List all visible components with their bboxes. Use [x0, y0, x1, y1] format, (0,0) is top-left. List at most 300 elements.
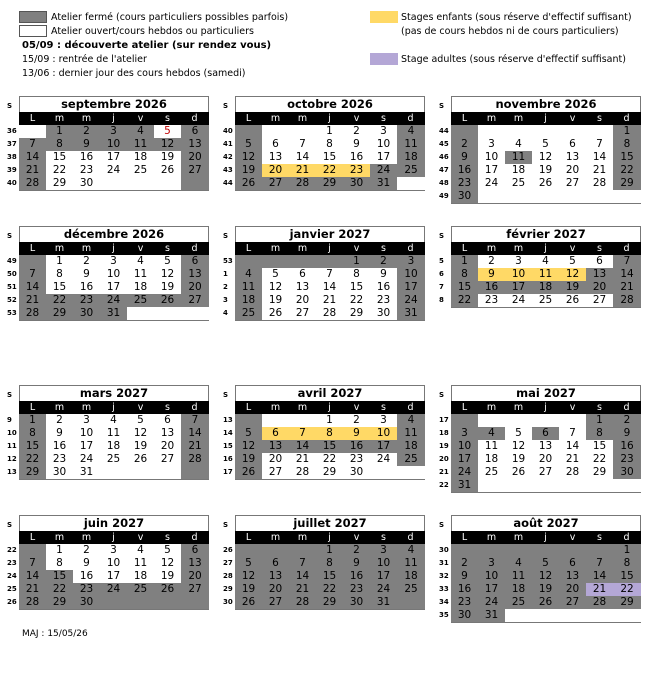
day-cell: 16: [343, 570, 370, 583]
day-cell: 7: [181, 414, 209, 427]
day-cell: [451, 414, 478, 427]
day-cell: [100, 466, 127, 479]
day-cell: [289, 544, 316, 557]
day-cell: [289, 125, 316, 138]
legend-open-swatch: [19, 25, 47, 37]
day-cell: 11: [127, 268, 154, 281]
day-cell: 1: [46, 255, 73, 268]
day-cell: 29: [46, 307, 73, 320]
day-cell: 7: [316, 268, 343, 281]
day-cell: 27: [154, 453, 181, 466]
day-cell: 21: [586, 164, 613, 177]
day-cell: 3: [505, 255, 532, 268]
day-cell: 13: [181, 268, 209, 281]
day-cell: [181, 177, 209, 190]
week-number: 39: [7, 166, 17, 174]
day-cell: 4: [397, 414, 425, 427]
day-cell: 4: [505, 138, 532, 151]
weekday-label: d: [191, 402, 198, 413]
day-cell: 20: [559, 164, 586, 177]
weekday-label: L: [461, 532, 468, 543]
month-title: juillet 2027: [293, 516, 367, 530]
day-cell: [505, 414, 532, 427]
day-cell: 21: [289, 453, 316, 466]
update-date: MAJ : 15/05/26: [22, 629, 88, 639]
day-cell: 13: [559, 570, 586, 583]
week-column-label: S: [223, 391, 229, 399]
day-cell: 7: [19, 268, 46, 281]
day-cell: 21: [181, 440, 209, 453]
day-cell: 26: [532, 177, 559, 190]
day-cell: [289, 255, 316, 268]
day-cell: 16: [451, 583, 478, 596]
week-column-label: S: [223, 102, 229, 110]
weekday-label: m: [513, 532, 524, 543]
day-cell: 19: [235, 453, 262, 466]
day-cell: 22: [46, 294, 73, 307]
day-cell: [154, 466, 181, 479]
day-cell: 8: [46, 268, 73, 281]
day-cell: 9: [613, 427, 641, 440]
weekday-header: [451, 401, 641, 414]
day-cell: 27: [559, 596, 586, 609]
month-title: octobre 2026: [287, 97, 373, 111]
day-cell: 19: [262, 294, 289, 307]
day-cell: 4: [235, 268, 262, 281]
weekday-label: v: [353, 243, 360, 254]
day-cell: 13: [262, 151, 289, 164]
day-cell: 4: [397, 125, 425, 138]
day-cell: 15: [46, 570, 73, 583]
month-calendar: [19, 96, 209, 191]
week-number: 49: [439, 192, 449, 200]
weekday-label: v: [569, 532, 576, 543]
weekday-label: m: [486, 402, 497, 413]
weekday-header: [451, 531, 641, 544]
day-cell: 20: [262, 453, 289, 466]
day-cell: 17: [370, 151, 397, 164]
day-cell: 3: [100, 544, 127, 557]
day-cell: 8: [586, 427, 613, 440]
day-cell: [586, 479, 613, 492]
month-calendar: [235, 515, 425, 610]
weekday-label: d: [623, 113, 630, 124]
week-number: 32: [439, 572, 449, 580]
day-cell: 2: [73, 544, 100, 557]
day-cell: 28: [289, 466, 316, 479]
day-cell: 28: [289, 596, 316, 609]
day-cell: 17: [451, 453, 478, 466]
day-cell: [559, 414, 586, 427]
day-cell: 11: [397, 557, 425, 570]
day-cell: 1: [46, 544, 73, 557]
day-cell: 7: [19, 557, 46, 570]
weekday-label: s: [597, 113, 602, 124]
weekday-label: m: [297, 113, 308, 124]
day-cell: 12: [532, 151, 559, 164]
day-cell: 10: [505, 268, 532, 281]
day-cell: 15: [46, 151, 73, 164]
day-cell: 6: [586, 255, 613, 268]
day-cell: 17: [73, 440, 100, 453]
day-cell: 25: [127, 583, 154, 596]
day-cell: 23: [343, 583, 370, 596]
day-cell: 2: [343, 414, 370, 427]
day-cell: 22: [46, 583, 73, 596]
day-cell: 20: [262, 164, 289, 177]
weekday-label: s: [597, 402, 602, 413]
day-cell: [532, 544, 559, 557]
day-cell: 14: [613, 268, 641, 281]
legend-closed-label: Atelier fermé (cours particuliers possibles parfois): [51, 12, 289, 23]
day-cell: 27: [586, 294, 613, 307]
weekday-header: [235, 401, 425, 414]
day-cell: 5: [532, 557, 559, 570]
day-cell: 12: [235, 570, 262, 583]
day-cell: 20: [181, 151, 209, 164]
day-cell: 9: [73, 138, 100, 151]
day-cell: 2: [451, 557, 478, 570]
day-cell: 16: [73, 281, 100, 294]
day-cell: 18: [505, 164, 532, 177]
day-cell: 10: [370, 557, 397, 570]
day-cell: 26: [154, 294, 181, 307]
day-cell: 17: [370, 440, 397, 453]
day-cell: 14: [289, 151, 316, 164]
day-cell: 6: [181, 544, 209, 557]
day-cell: 14: [586, 570, 613, 583]
weekday-label: d: [407, 243, 414, 254]
weekday-header: [19, 531, 209, 544]
note-discovery: 05/09 : découverte atelier (sur rendez vous): [22, 40, 272, 51]
day-cell: 5: [532, 138, 559, 151]
day-cell: 22: [316, 583, 343, 596]
weekday-label: L: [29, 113, 36, 124]
weekday-header: [451, 242, 641, 255]
day-cell: 4: [478, 427, 505, 440]
month-title: août 2027: [513, 516, 579, 530]
day-cell: 9: [73, 557, 100, 570]
day-cell: 6: [559, 138, 586, 151]
week-number: 27: [223, 559, 233, 567]
weekday-label: v: [569, 402, 576, 413]
week-number: 22: [7, 546, 17, 554]
week-number: 8: [439, 296, 444, 304]
day-cell: 16: [343, 440, 370, 453]
day-cell: 24: [370, 453, 397, 466]
day-cell: 21: [289, 583, 316, 596]
weekday-label: m: [54, 113, 65, 124]
weekday-label: m: [270, 532, 281, 543]
day-cell: 29: [343, 307, 370, 320]
day-cell: 30: [73, 596, 100, 609]
day-cell: 11: [505, 570, 532, 583]
day-cell: 16: [478, 281, 505, 294]
week-number: 50: [7, 270, 17, 278]
weekday-label: v: [353, 532, 360, 543]
weekday-label: d: [407, 113, 414, 124]
weekday-label: d: [407, 402, 414, 413]
weekday-label: m: [486, 243, 497, 254]
month-title: février 2027: [506, 227, 586, 241]
day-cell: 7: [586, 557, 613, 570]
weekday-label: v: [137, 532, 144, 543]
day-cell: 30: [73, 307, 100, 320]
weekday-label: m: [270, 402, 281, 413]
day-cell: 16: [343, 151, 370, 164]
day-cell: 24: [478, 177, 505, 190]
weekday-label: d: [623, 243, 630, 254]
day-cell: 17: [100, 570, 127, 583]
day-cell: 21: [19, 164, 46, 177]
day-cell: 30: [451, 609, 478, 622]
day-cell: 19: [532, 583, 559, 596]
day-cell: 9: [73, 268, 100, 281]
week-number: 19: [439, 442, 449, 450]
month-calendar: [19, 226, 209, 321]
day-cell: 29: [46, 177, 73, 190]
week-number: 17: [439, 416, 449, 424]
weekday-label: s: [165, 113, 170, 124]
day-cell: 25: [505, 177, 532, 190]
day-cell: 28: [289, 177, 316, 190]
day-cell: 3: [100, 255, 127, 268]
day-cell: [235, 414, 262, 427]
day-cell: 2: [343, 544, 370, 557]
day-cell: 15: [613, 570, 641, 583]
weekday-label: L: [29, 532, 36, 543]
day-cell: 1: [316, 125, 343, 138]
day-cell: 15: [316, 440, 343, 453]
day-cell: 13: [181, 557, 209, 570]
day-cell: 21: [289, 164, 316, 177]
day-cell: 23: [451, 177, 478, 190]
day-cell: [127, 307, 154, 320]
weekday-label: m: [297, 532, 308, 543]
week-number: 28: [223, 572, 233, 580]
month-title: septembre 2026: [61, 97, 167, 111]
day-cell: 7: [289, 427, 316, 440]
day-cell: 19: [127, 440, 154, 453]
note-rentree: 15/09 : rentrée de l'atelier: [22, 54, 147, 65]
week-number: 44: [439, 127, 449, 135]
week-number: 36: [7, 127, 17, 135]
day-cell: 28: [316, 307, 343, 320]
day-cell: [235, 125, 262, 138]
week-number: 43: [223, 166, 233, 174]
weekday-label: L: [245, 113, 252, 124]
day-cell: 4: [505, 557, 532, 570]
day-cell: 20: [289, 294, 316, 307]
weekday-label: v: [569, 113, 576, 124]
week-number: 30: [439, 546, 449, 554]
day-cell: [127, 466, 154, 479]
day-cell: 1: [586, 414, 613, 427]
day-cell: 29: [613, 177, 641, 190]
week-column-label: S: [439, 521, 445, 529]
weekday-label: m: [81, 532, 92, 543]
day-cell: 14: [289, 570, 316, 583]
week-column-label: S: [223, 232, 229, 240]
week-column-label: S: [439, 391, 445, 399]
day-cell: 19: [532, 164, 559, 177]
day-cell: 15: [46, 281, 73, 294]
month-title: mai 2027: [516, 386, 576, 400]
day-cell: [478, 190, 505, 203]
day-cell: 1: [613, 125, 641, 138]
day-cell: 1: [19, 414, 46, 427]
month-title: décembre 2026: [63, 227, 165, 241]
weekday-label: j: [328, 113, 331, 124]
day-cell: 19: [235, 583, 262, 596]
day-cell: 7: [613, 255, 641, 268]
day-cell: 17: [478, 164, 505, 177]
day-cell: 3: [370, 125, 397, 138]
day-cell: 27: [559, 177, 586, 190]
day-cell: 8: [46, 557, 73, 570]
day-cell: [478, 479, 505, 492]
day-cell: 11: [235, 281, 262, 294]
week-number: 22: [439, 481, 449, 489]
day-cell: [370, 466, 397, 479]
day-cell: 21: [19, 583, 46, 596]
day-cell: 17: [478, 583, 505, 596]
day-cell: [559, 544, 586, 557]
day-cell: 3: [100, 125, 127, 138]
day-cell: 24: [100, 294, 127, 307]
day-cell: 27: [262, 596, 289, 609]
day-cell: 24: [100, 583, 127, 596]
week-column-label: S: [439, 232, 445, 240]
day-cell: 20: [154, 440, 181, 453]
day-cell: [154, 596, 181, 609]
day-cell: [586, 544, 613, 557]
day-cell: 26: [235, 596, 262, 609]
week-number: 34: [439, 598, 449, 606]
day-cell: 29: [19, 466, 46, 479]
day-cell: 26: [505, 466, 532, 479]
day-cell: 10: [478, 570, 505, 583]
day-cell: 6: [532, 427, 559, 440]
day-cell: 28: [586, 177, 613, 190]
day-cell: 17: [397, 281, 425, 294]
week-number: 30: [223, 598, 233, 606]
week-number: 18: [439, 429, 449, 437]
day-cell: 28: [613, 294, 641, 307]
weekday-label: m: [513, 402, 524, 413]
day-cell: 23: [478, 294, 505, 307]
day-cell: 10: [100, 138, 127, 151]
day-cell: 24: [370, 583, 397, 596]
day-cell: 14: [316, 281, 343, 294]
day-cell: 23: [370, 294, 397, 307]
week-number: 9: [7, 416, 12, 424]
day-cell: 12: [262, 281, 289, 294]
month-calendar: [451, 226, 641, 308]
day-cell: 17: [505, 281, 532, 294]
day-cell: 7: [19, 138, 46, 151]
week-number: 41: [223, 140, 233, 148]
day-cell: [181, 596, 209, 609]
week-number: 40: [223, 127, 233, 135]
day-cell: 8: [613, 138, 641, 151]
week-number: 3: [223, 296, 228, 304]
day-cell: 4: [397, 544, 425, 557]
day-cell: 27: [181, 164, 209, 177]
weekday-label: L: [461, 113, 468, 124]
day-cell: 12: [559, 268, 586, 281]
day-cell: 22: [451, 294, 478, 307]
weekday-label: j: [544, 402, 547, 413]
day-cell: 15: [613, 151, 641, 164]
weekday-label: j: [112, 113, 115, 124]
day-cell: 20: [559, 583, 586, 596]
weekday-header: [235, 112, 425, 125]
day-cell: [397, 466, 425, 479]
week-number: 24: [7, 572, 17, 580]
day-cell: 22: [613, 164, 641, 177]
day-cell: 10: [397, 268, 425, 281]
week-number: 16: [223, 455, 233, 463]
day-cell: 10: [73, 427, 100, 440]
day-cell: 11: [127, 557, 154, 570]
month-calendar: [451, 515, 641, 623]
day-cell: 17: [100, 151, 127, 164]
day-cell: 24: [478, 596, 505, 609]
day-cell: 22: [586, 453, 613, 466]
weekday-header: [235, 531, 425, 544]
weekday-label: j: [112, 402, 115, 413]
day-cell: 25: [397, 164, 425, 177]
month-calendar: [451, 385, 641, 493]
day-cell: 21: [613, 281, 641, 294]
day-cell: 15: [316, 570, 343, 583]
day-cell: 8: [316, 427, 343, 440]
day-cell: 11: [127, 138, 154, 151]
day-cell: 14: [19, 281, 46, 294]
day-cell: [100, 596, 127, 609]
weekday-label: m: [270, 243, 281, 254]
day-cell: 17: [370, 570, 397, 583]
week-number: 26: [7, 598, 17, 606]
day-cell: 9: [343, 427, 370, 440]
day-cell: 20: [532, 453, 559, 466]
day-cell: 10: [370, 427, 397, 440]
day-cell: 1: [343, 255, 370, 268]
day-cell: 31: [451, 479, 478, 492]
week-number: 31: [439, 559, 449, 567]
day-cell: 1: [613, 544, 641, 557]
week-number: 6: [439, 270, 444, 278]
day-cell: 8: [451, 268, 478, 281]
week-number: 38: [7, 153, 17, 161]
day-cell: 6: [181, 255, 209, 268]
day-cell: 16: [613, 440, 641, 453]
day-cell: 25: [100, 453, 127, 466]
day-cell: 30: [343, 596, 370, 609]
month-calendar: [235, 226, 425, 321]
day-cell: [559, 609, 586, 622]
day-cell: 19: [154, 570, 181, 583]
day-cell: 24: [370, 164, 397, 177]
week-number: 37: [7, 140, 17, 148]
day-cell: 18: [127, 570, 154, 583]
note-last-day: 13/06 : dernier jour des cours hebdos (samedi): [22, 68, 246, 79]
weekday-label: L: [29, 402, 36, 413]
day-cell: 7: [559, 427, 586, 440]
month-title: mars 2027: [79, 386, 149, 400]
day-cell: [154, 177, 181, 190]
